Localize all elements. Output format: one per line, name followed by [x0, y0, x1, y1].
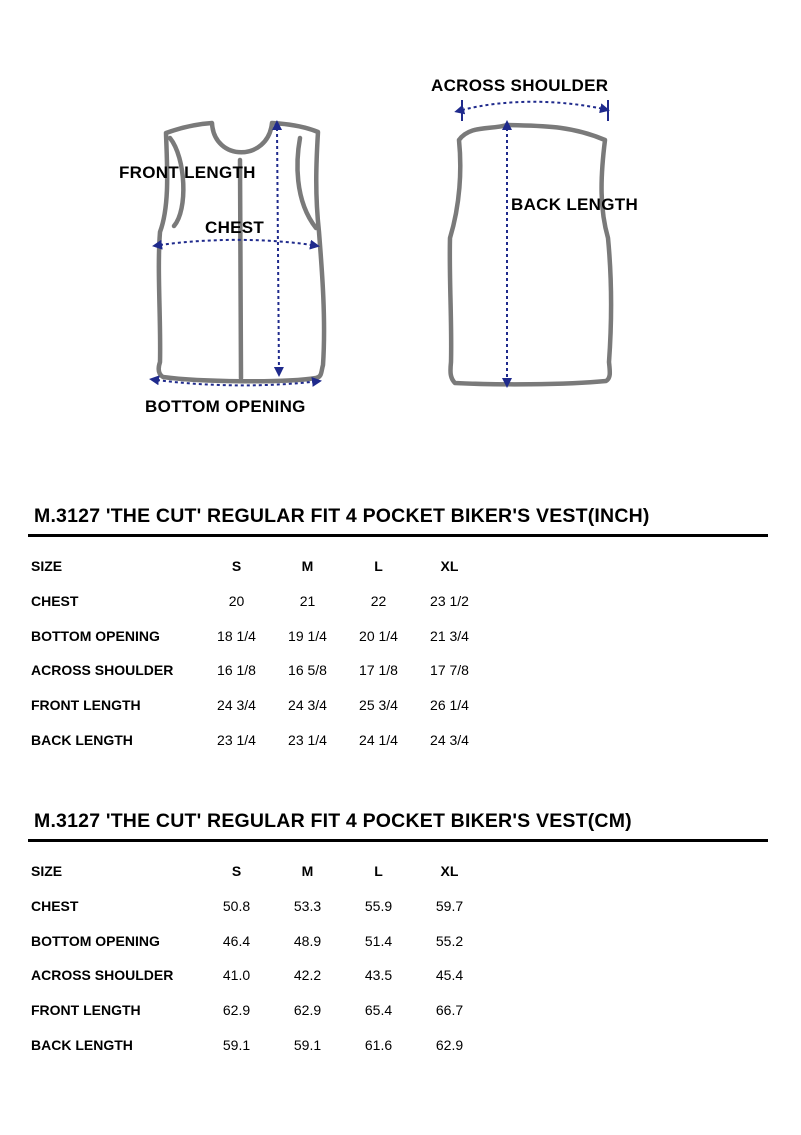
size-table-inch-title: M.3127 'THE CUT' REGULAR FIT 4 POCKET BIKER'S VEST(INCH) — [34, 505, 650, 527]
table-cell: 16 5/8 — [288, 662, 327, 679]
table-cell: 55.2 — [435, 932, 464, 949]
bottom-opening-label: BOTTOM OPENING — [145, 397, 306, 416]
across-shoulder-label: ACROSS SHOULDER — [431, 76, 609, 95]
table-row — [29, 653, 485, 688]
table-header-row — [29, 854, 485, 889]
row-label: FRONT LENGTH — [31, 1002, 141, 1019]
header-cell: XL — [440, 863, 459, 880]
size-table-cm — [29, 854, 485, 1062]
row-label: CHEST — [31, 593, 79, 610]
table-cell: 24 1/4 — [359, 731, 398, 748]
table-cell: 23 1/2 — [430, 593, 469, 610]
table-row — [29, 618, 485, 653]
table-cell: 23 1/4 — [288, 731, 327, 748]
header-cell: SIZE — [31, 558, 63, 575]
table-cell: 62.9 — [293, 1002, 322, 1019]
table-cell: 22 — [370, 593, 387, 610]
header-cell: SIZE — [31, 863, 63, 880]
table-cell: 62.9 — [222, 1002, 251, 1019]
table-cell: 20 1/4 — [359, 627, 398, 644]
table-cell: 46.4 — [222, 932, 251, 949]
header-cell: M — [301, 863, 314, 880]
table-row — [29, 993, 485, 1028]
table-cell: 16 1/8 — [217, 662, 256, 679]
table-cell: 23 1/4 — [217, 731, 256, 748]
table-header-row — [29, 549, 485, 584]
back-vest-outline — [450, 125, 611, 384]
row-label: ACROSS SHOULDER — [31, 662, 174, 679]
table-cell: 59.1 — [222, 1036, 251, 1053]
table-row — [29, 722, 485, 757]
table-cell: 66.7 — [435, 1002, 464, 1019]
table-cell: 24 3/4 — [217, 697, 256, 714]
size-table-inch — [29, 549, 485, 757]
table-cell: 17 1/8 — [359, 662, 398, 679]
table-cell: 26 1/4 — [430, 697, 469, 714]
row-label: CHEST — [31, 898, 79, 915]
table-row — [29, 958, 485, 993]
table-cell: 65.4 — [364, 1002, 393, 1019]
table-cell: 21 3/4 — [430, 627, 469, 644]
table-row — [29, 889, 485, 924]
header-cell: L — [374, 558, 383, 575]
table-cell: 24 3/4 — [288, 697, 327, 714]
table-cell: 25 3/4 — [359, 697, 398, 714]
title-underline — [28, 839, 768, 842]
arrow-tick-marks — [462, 100, 608, 121]
table-row — [29, 584, 485, 619]
vest-measurement-diagram — [0, 0, 801, 470]
front-length-arrow — [277, 128, 279, 375]
table-cell: 45.4 — [435, 967, 464, 984]
back-length-label: BACK LENGTH — [511, 195, 639, 214]
header-cell: S — [231, 558, 242, 575]
table-cell: 48.9 — [293, 932, 322, 949]
table-cell: 41.0 — [222, 967, 251, 984]
row-label: BACK LENGTH — [31, 1036, 133, 1053]
vest-illustration — [0, 0, 801, 470]
table-cell: 59.7 — [435, 898, 464, 915]
table-cell: 53.3 — [293, 898, 322, 915]
header-cell: L — [374, 863, 383, 880]
header-cell: M — [301, 558, 314, 575]
row-label: FRONT LENGTH — [31, 697, 141, 714]
title-underline — [28, 534, 768, 537]
table-cell: 24 3/4 — [430, 731, 469, 748]
header-cell: S — [231, 863, 242, 880]
table-cell: 19 1/4 — [288, 627, 327, 644]
table-cell: 59.1 — [293, 1036, 322, 1053]
table-cell: 17 7/8 — [430, 662, 469, 679]
front-length-label: FRONT LENGTH — [119, 163, 256, 182]
table-cell: 55.9 — [364, 898, 393, 915]
table-cell: 62.9 — [435, 1036, 464, 1053]
across-shoulder-arrow — [462, 102, 608, 110]
table-cell: 43.5 — [364, 967, 393, 984]
row-label: BACK LENGTH — [31, 731, 133, 748]
row-label: BOTTOM OPENING — [31, 627, 160, 644]
front-vest-outline — [159, 123, 324, 381]
row-label: BOTTOM OPENING — [31, 932, 160, 949]
row-label: ACROSS SHOULDER — [31, 967, 174, 984]
table-row — [29, 688, 485, 723]
table-row — [29, 923, 485, 958]
table-cell: 42.2 — [293, 967, 322, 984]
header-cell: XL — [440, 558, 459, 575]
table-cell: 18 1/4 — [217, 627, 256, 644]
table-row — [29, 1027, 485, 1062]
table-cell: 51.4 — [364, 932, 393, 949]
size-table-cm-title: M.3127 'THE CUT' REGULAR FIT 4 POCKET BIKER'S VEST(CM) — [34, 810, 632, 832]
table-cell: 50.8 — [222, 898, 251, 915]
table-cell: 61.6 — [364, 1036, 393, 1053]
measurement-arrows — [157, 102, 608, 386]
chest-label: CHEST — [205, 218, 265, 237]
table-cell: 20 — [228, 593, 245, 610]
table-cell: 21 — [299, 593, 316, 610]
